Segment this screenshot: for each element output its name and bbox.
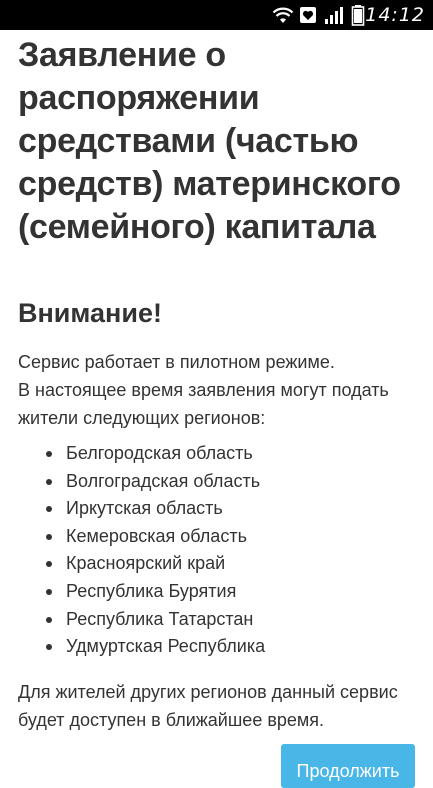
wifi-icon: [272, 4, 294, 26]
list-item: [18, 550, 265, 578]
intro-line-2: В настоящее время заявления могут подать жители следующих регионов:: [18, 380, 389, 428]
region-label: Удмуртская Республика: [66, 636, 266, 657]
signal-icon: [323, 4, 345, 26]
region-label: Красноярский край: [66, 553, 226, 574]
bullet-icon: [46, 479, 52, 485]
list-item: [18, 523, 265, 551]
list-item: [18, 633, 265, 661]
region-label: Кемеровская область: [66, 525, 247, 546]
bullet-icon: [46, 534, 52, 540]
region-label: Волгоградская область: [66, 470, 261, 491]
battery-icon: [351, 4, 365, 26]
clock: 14:12: [365, 4, 425, 26]
intro-line-1: Сервис работает в пилотном режиме.: [18, 352, 335, 372]
list-item: [18, 468, 265, 496]
main-content: [18, 30, 418, 730]
list-item: [18, 578, 265, 606]
list-item: [18, 495, 265, 523]
continue-button[interactable]: Продолжить: [281, 744, 415, 788]
intro-text: [18, 348, 418, 432]
list-item: [18, 606, 265, 634]
bullet-icon: [46, 644, 52, 650]
heart-notification-icon: [299, 4, 317, 26]
status-bar: [0, 0, 433, 30]
footer-text: Для жителей других регионов данный сервис будет доступен в ближайшее время.: [18, 682, 398, 730]
bullet-icon: [46, 617, 52, 623]
page-title: Заявление о распоряжении средствами (частью средств) материнского (семейного) капитала: [18, 36, 401, 246]
bullet-icon: [46, 506, 52, 512]
bullet-icon: [46, 589, 52, 595]
region-label: Белгородская область: [66, 443, 253, 463]
region-label: Иркутская область: [66, 498, 223, 519]
list-item: [18, 440, 265, 468]
region-label: Республика Бурятия: [66, 580, 237, 601]
warning-heading: Внимание!: [18, 298, 162, 328]
bullet-icon: [46, 561, 52, 567]
regions-list: [18, 440, 265, 661]
bullet-icon: [46, 451, 52, 457]
region-label: Республика Татарстан: [66, 608, 254, 629]
